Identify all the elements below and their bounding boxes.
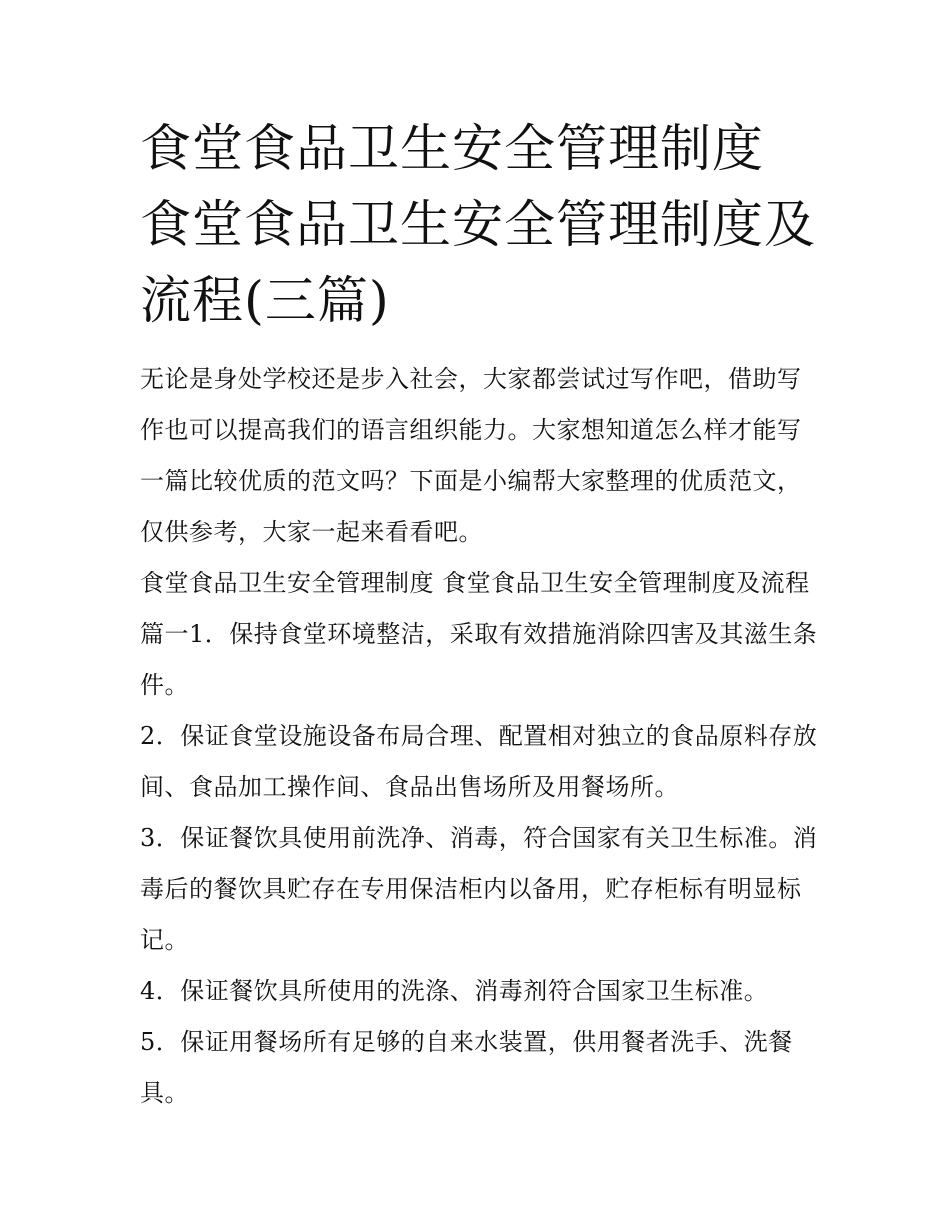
list-item-5: 5．保证用餐场所有足够的自来水装置，供用餐者洗手、洗餐具。 — [140, 1028, 793, 1107]
list-item-4: 4．保证餐饮具所使用的洗涤、消毒剂符合国家卫生标准。 — [140, 977, 769, 1005]
list-item-2: 2．保证食堂设施设备布局合理、配置相对独立的食品原料存放间、食品加工操作间、食品出售场所及用餐场所。 — [140, 722, 818, 801]
list-item-3: 3．保证餐饮具使用前洗净、消毒，符合国家有关卫生标准。消毒后的餐饮具贮存在专用保洁柜内以备用，贮存柜标有明显标记。 — [140, 824, 818, 954]
intro-paragraph: 无论是身处学校还是步入社会，大家都尝试过写作吧，借助写作也可以提高我们的语言组织能力。大家想知道怎么样才能写一篇比较优质的范文吗？下面是小编帮大家整理的优质范文，仅供参考，大家一起来看看吧。 — [140, 365, 802, 546]
document-title: 食堂食品卫生安全管理制度 食堂食品卫生安全管理制度及流程(三篇) — [140, 120, 817, 331]
document-body — [140, 354, 820, 1119]
section-heading-paragraph: 食堂食品卫生安全管理制度 食堂食品卫生安全管理制度及流程篇一1．保持食堂环境整洁，采取有效措施消除四害及其滋生条件。 — [140, 569, 818, 699]
